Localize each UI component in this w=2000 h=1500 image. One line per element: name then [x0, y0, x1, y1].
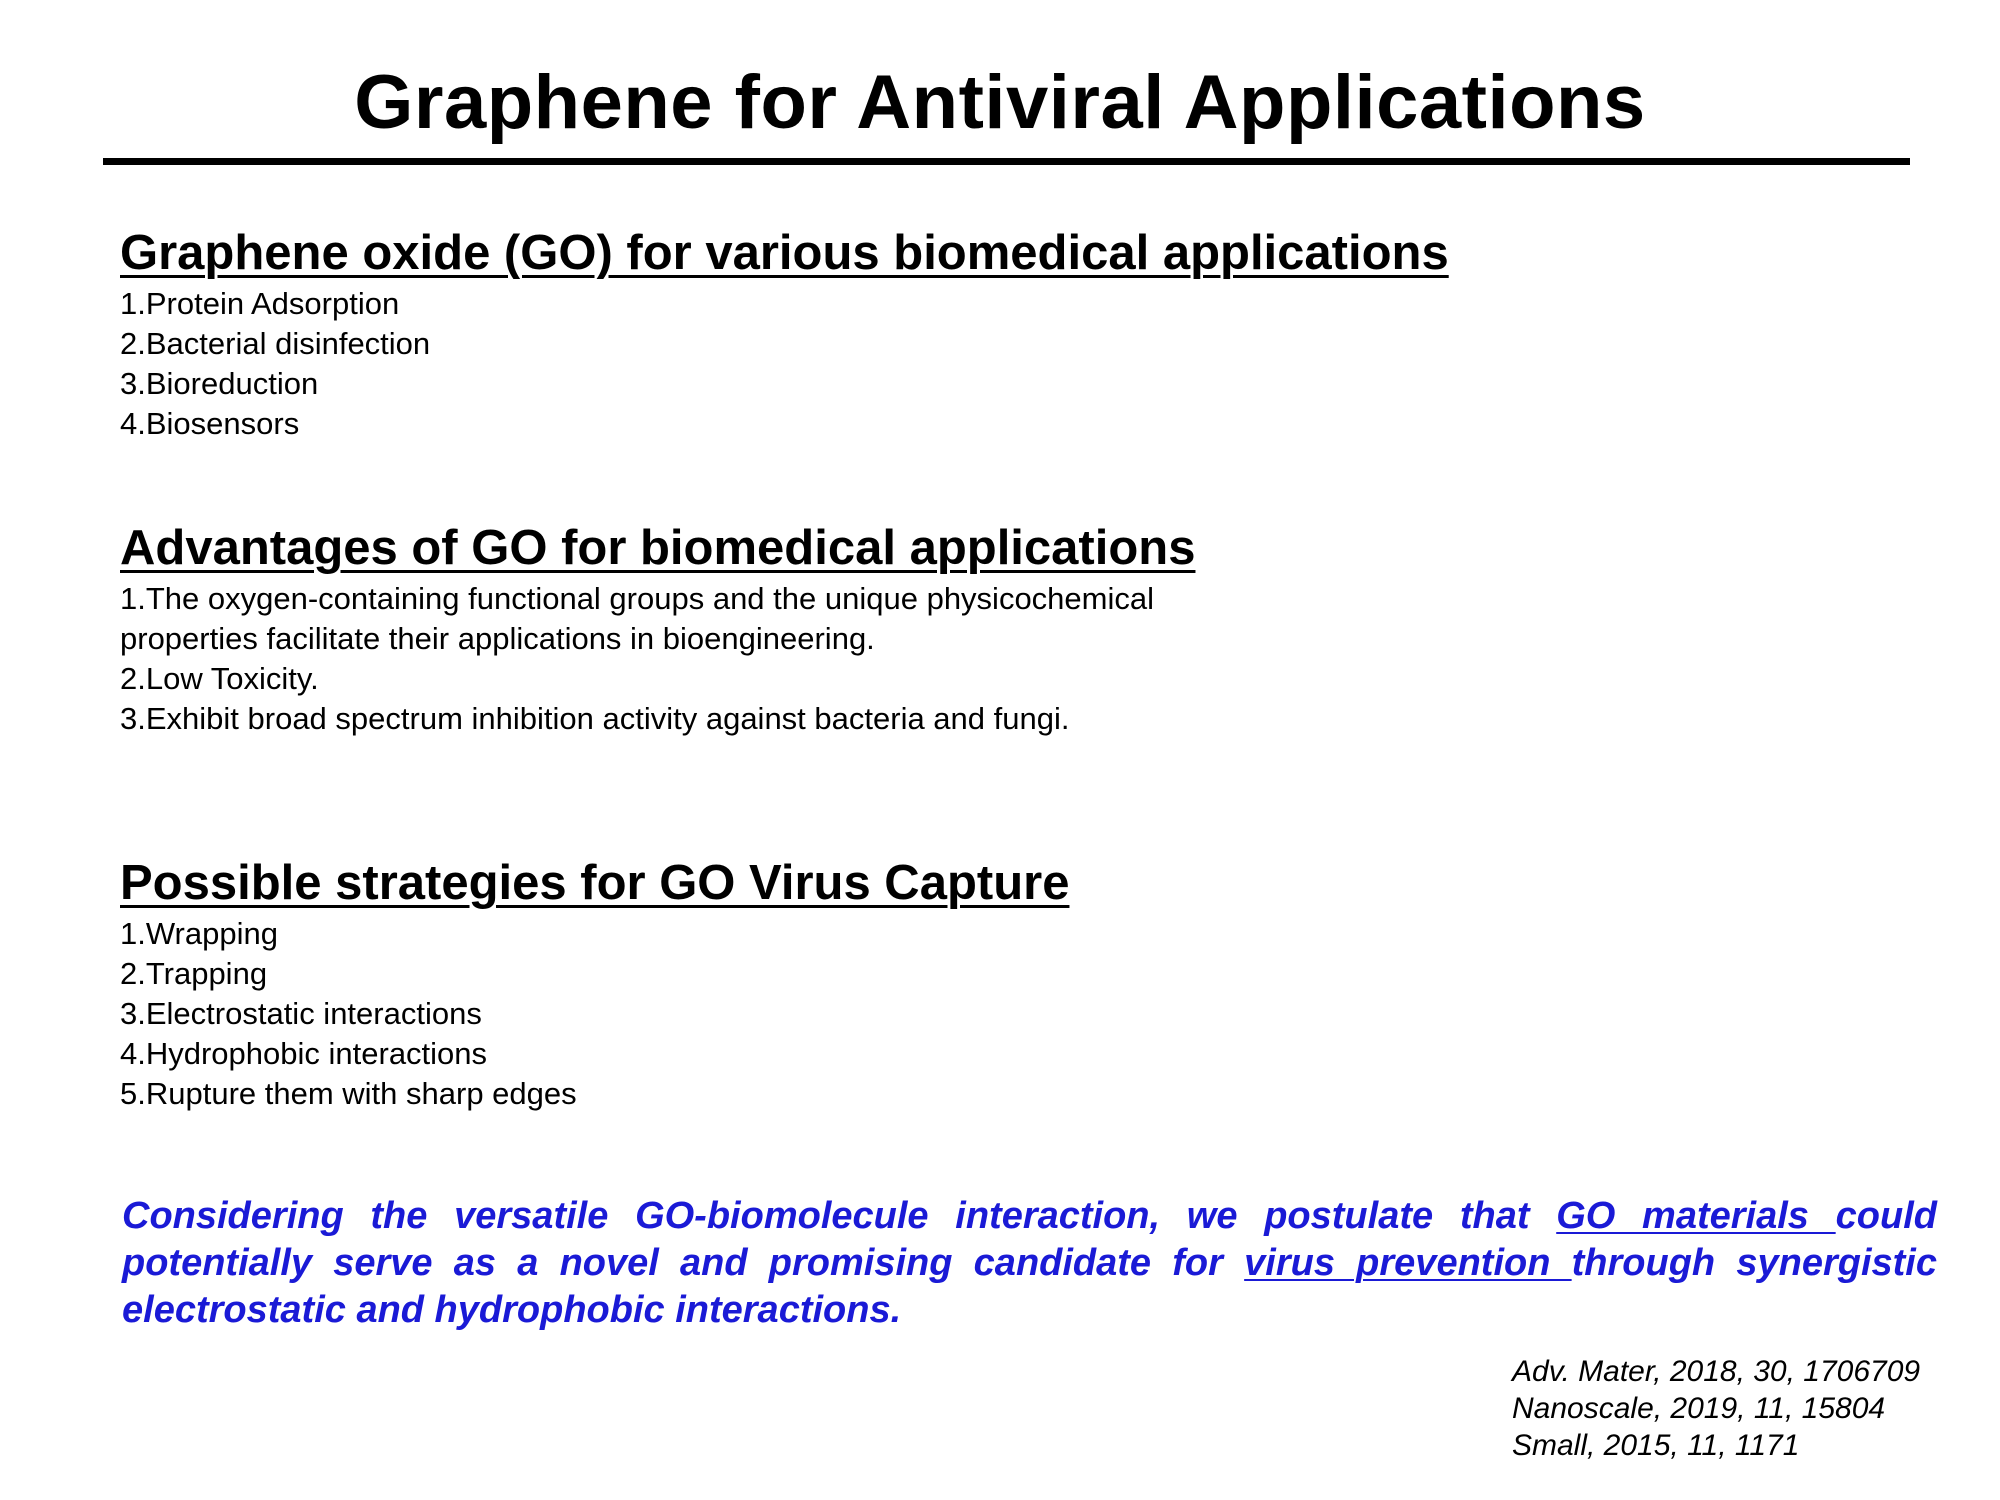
- list-item: 3.Bioreduction: [120, 366, 319, 401]
- list-item: 1.Wrapping: [120, 916, 278, 951]
- slide-title: Graphene for Antiviral Applications: [354, 60, 1646, 145]
- conclusion-emphasis-go-materials: GO materials: [1556, 1195, 1836, 1237]
- reference-item: Nanoscale, 2019, 11, 15804: [1512, 1392, 1886, 1425]
- list-item: 4.Hydrophobic interactions: [120, 1036, 488, 1071]
- list-item: 3.Electrostatic interactions: [120, 996, 482, 1031]
- section-heading: Possible strategies for GO Virus Capture: [120, 856, 1070, 910]
- reference-item: Adv. Mater, 2018, 30, 1706709: [1512, 1355, 1921, 1388]
- references-list: [1512, 1353, 1920, 1464]
- list-item: 2.Low Toxicity.: [120, 661, 319, 696]
- conclusion-text: Considering the versatile GO-biomolecule interaction, we postulate that: [122, 1195, 1557, 1237]
- section-virus-capture-strategies: [120, 854, 1069, 1114]
- section-go-advantages: [120, 519, 1195, 739]
- conclusion-text: through synergistic electrostatic and hydrophobic interactions.: [122, 1242, 1938, 1331]
- list-item: 3.Exhibit broad spectrum inhibition activity against bacteria and fungi.: [120, 701, 1070, 736]
- list-item: 5.Rupture them with sharp edges: [120, 1076, 577, 1111]
- list-item: 4.Biosensors: [120, 406, 300, 441]
- section-heading: Advantages of GO for biomedical applications: [120, 521, 1196, 575]
- go-applications-list: [120, 284, 1449, 444]
- virus-capture-strategies-list: [120, 914, 1069, 1114]
- list-item: properties facilitate their applications in bioengineering.: [120, 621, 875, 656]
- list-item: 1.Protein Adsorption: [120, 286, 400, 321]
- conclusion-statement: [122, 1193, 1937, 1334]
- list-item: 2.Bacterial disinfection: [120, 326, 431, 361]
- section-go-applications: [120, 224, 1449, 444]
- list-item: 2.Trapping: [120, 956, 268, 991]
- conclusion-text: could potentially serve as a novel and promising candidate for: [122, 1195, 1937, 1284]
- list-item: 1.The oxygen-containing functional groups and the unique physicochemical: [120, 581, 1155, 616]
- title-divider: [103, 158, 1910, 165]
- go-advantages-list: [120, 579, 1195, 739]
- section-heading: Graphene oxide (GO) for various biomedical applications: [120, 226, 1449, 280]
- conclusion-emphasis-virus-prevention: virus prevention: [1244, 1242, 1572, 1284]
- reference-item: Small, 2015, 11, 1171: [1512, 1429, 1800, 1462]
